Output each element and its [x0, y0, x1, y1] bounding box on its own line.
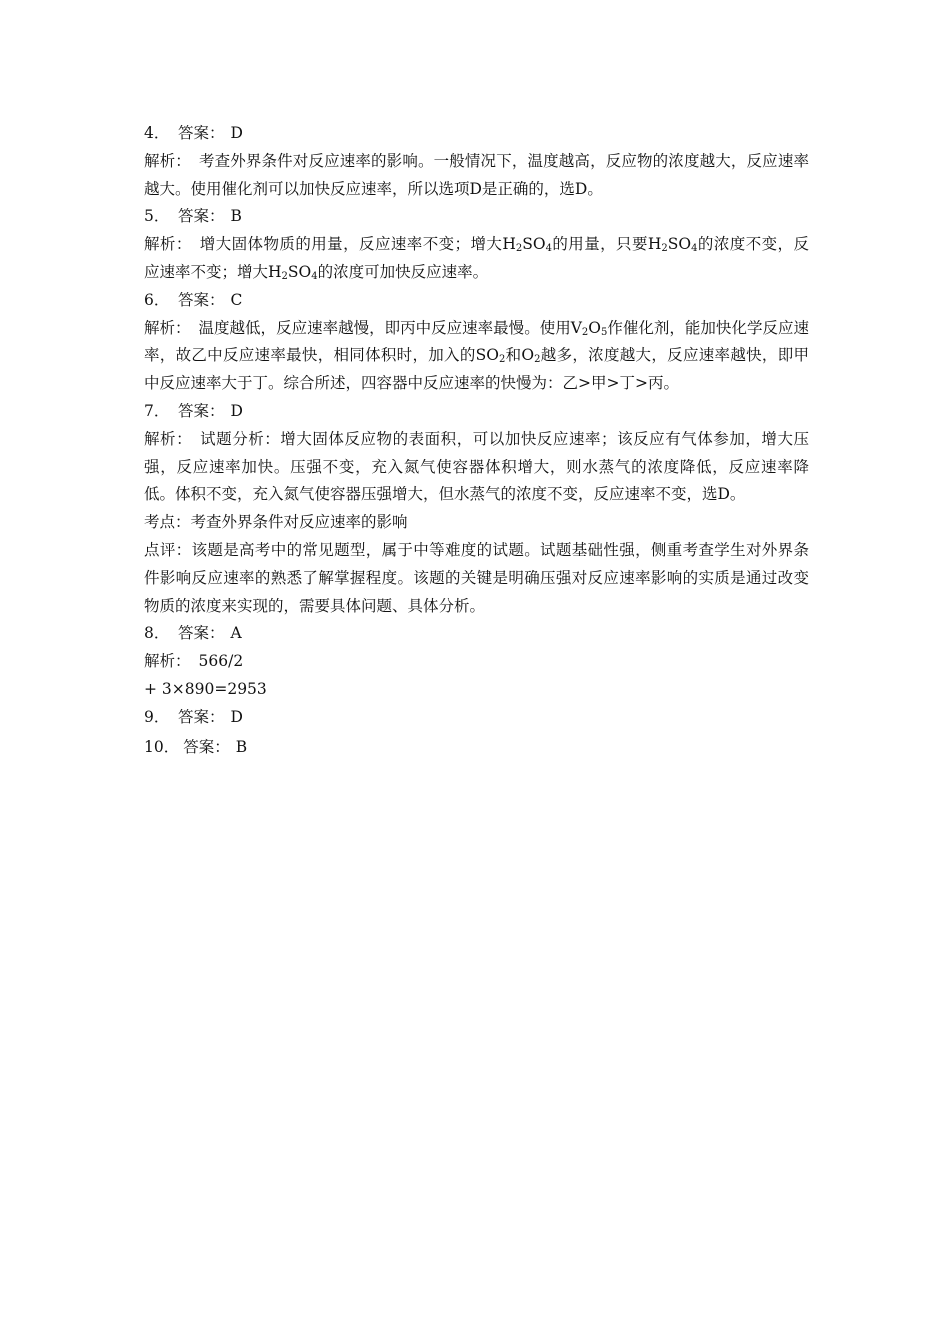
- answer-value: D: [230, 124, 243, 142]
- answer-label: 答案：: [178, 401, 225, 420]
- analysis-label: 解析：: [144, 151, 191, 170]
- analysis-text: 增大固体物质的用量，反应速率不变；增大$H_2SO_4$的用量，只要$H_2SO_4$的浓度不变，反应速率不变；增大$H_2SO_4$的浓度可加快反应速率。: [144, 235, 809, 282]
- question-number: 7．: [144, 401, 170, 420]
- answer-value: D: [230, 707, 243, 726]
- analysis-7: [144, 426, 809, 509]
- analysis-5: [144, 231, 809, 287]
- question-number: 6．: [144, 290, 170, 309]
- dianping-7: [144, 537, 809, 620]
- analysis-label: 解析：: [144, 235, 192, 254]
- answer-key-column: [144, 120, 809, 761]
- analysis-label: 解析：: [144, 429, 193, 448]
- answer-line-10: [144, 734, 809, 762]
- answer-label: 答案：: [178, 624, 225, 643]
- analysis-text: 温度越低，反应速率越慢，即丙中反应速率最慢。使用$V_2O_5$作催化剂，能加快化学反应速率，故乙中反应速率最快，相同体积时，加入的$SO_2$和$O_2$越多，浓度越大，反应速率越快，即甲中反应速率大于丁。综合所述，四容器中反应速率的快慢为：乙>甲>丁>丙。: [144, 318, 809, 393]
- question-number: 10．: [144, 737, 180, 756]
- answer-label: 答案：: [178, 124, 225, 142]
- question-number: 5．: [144, 207, 170, 226]
- analysis-label: 解析：: [144, 652, 191, 671]
- analysis-text: 考查外界条件对反应速率的影响。一般情况下，温度越高，反应物的浓度越大，反应速率越大。使用催化剂可以加快反应速率，所以选项D是正确的，选D。: [144, 151, 809, 198]
- kaodian-text: 考查外界条件对反应速率的影响: [190, 513, 408, 532]
- question-number: 8．: [144, 624, 170, 643]
- analysis-label: 解析：: [144, 318, 191, 337]
- answer-label: 答案：: [178, 707, 225, 726]
- answer-line-5: [144, 203, 809, 231]
- answer-label: 答案：: [178, 290, 225, 309]
- answer-line-4: [144, 120, 809, 148]
- analysis-4: [144, 148, 809, 204]
- question-number: 9．: [144, 707, 170, 726]
- analysis-text: 试题分析：增大固体反应物的表面积，可以加快反应速率；该反应有气体参加，增大压强，反应速率加快。压强不变，充入氮气使容器体积增大，则水蒸气的浓度降低，反应速率降低。体积不变，充入氮气使容器压强增大，但水蒸气的浓度不变，反应速率不变，选D。: [144, 429, 809, 504]
- answer-line-8: [144, 620, 809, 648]
- answer-label: 答案：: [183, 737, 230, 756]
- answer-line-6: [144, 287, 809, 315]
- answer-value: C: [230, 290, 243, 309]
- question-number: 4．: [144, 124, 170, 142]
- answer-value: B: [230, 207, 242, 226]
- answer-label: 答案：: [178, 207, 225, 226]
- analysis-6: [144, 315, 809, 398]
- answer-value: B: [235, 737, 248, 756]
- kaodian-7: [144, 509, 809, 537]
- analysis-8: [144, 648, 809, 676]
- dianping-text: 该题是高考中的常见题型，属于中等难度的试题。试题基础性强，侧重考查学生对外界条件影响反应速率的熟悉了解掌握程度。该题的关键是明确压强对反应速率影响的实质是通过改变物质的浓度来实现的，需要具体问题、具体分析。: [144, 540, 809, 615]
- dianping-label: 点评：: [144, 540, 192, 559]
- answer-line-7: [144, 398, 809, 426]
- answer-value: D: [230, 401, 243, 420]
- kaodian-label: 考点：: [144, 513, 191, 532]
- analysis-8-continued: + 3×890=2953: [144, 679, 267, 698]
- answer-line-9: [144, 704, 809, 732]
- answer-value: A: [230, 624, 242, 643]
- analysis-text: 566/2: [198, 652, 244, 671]
